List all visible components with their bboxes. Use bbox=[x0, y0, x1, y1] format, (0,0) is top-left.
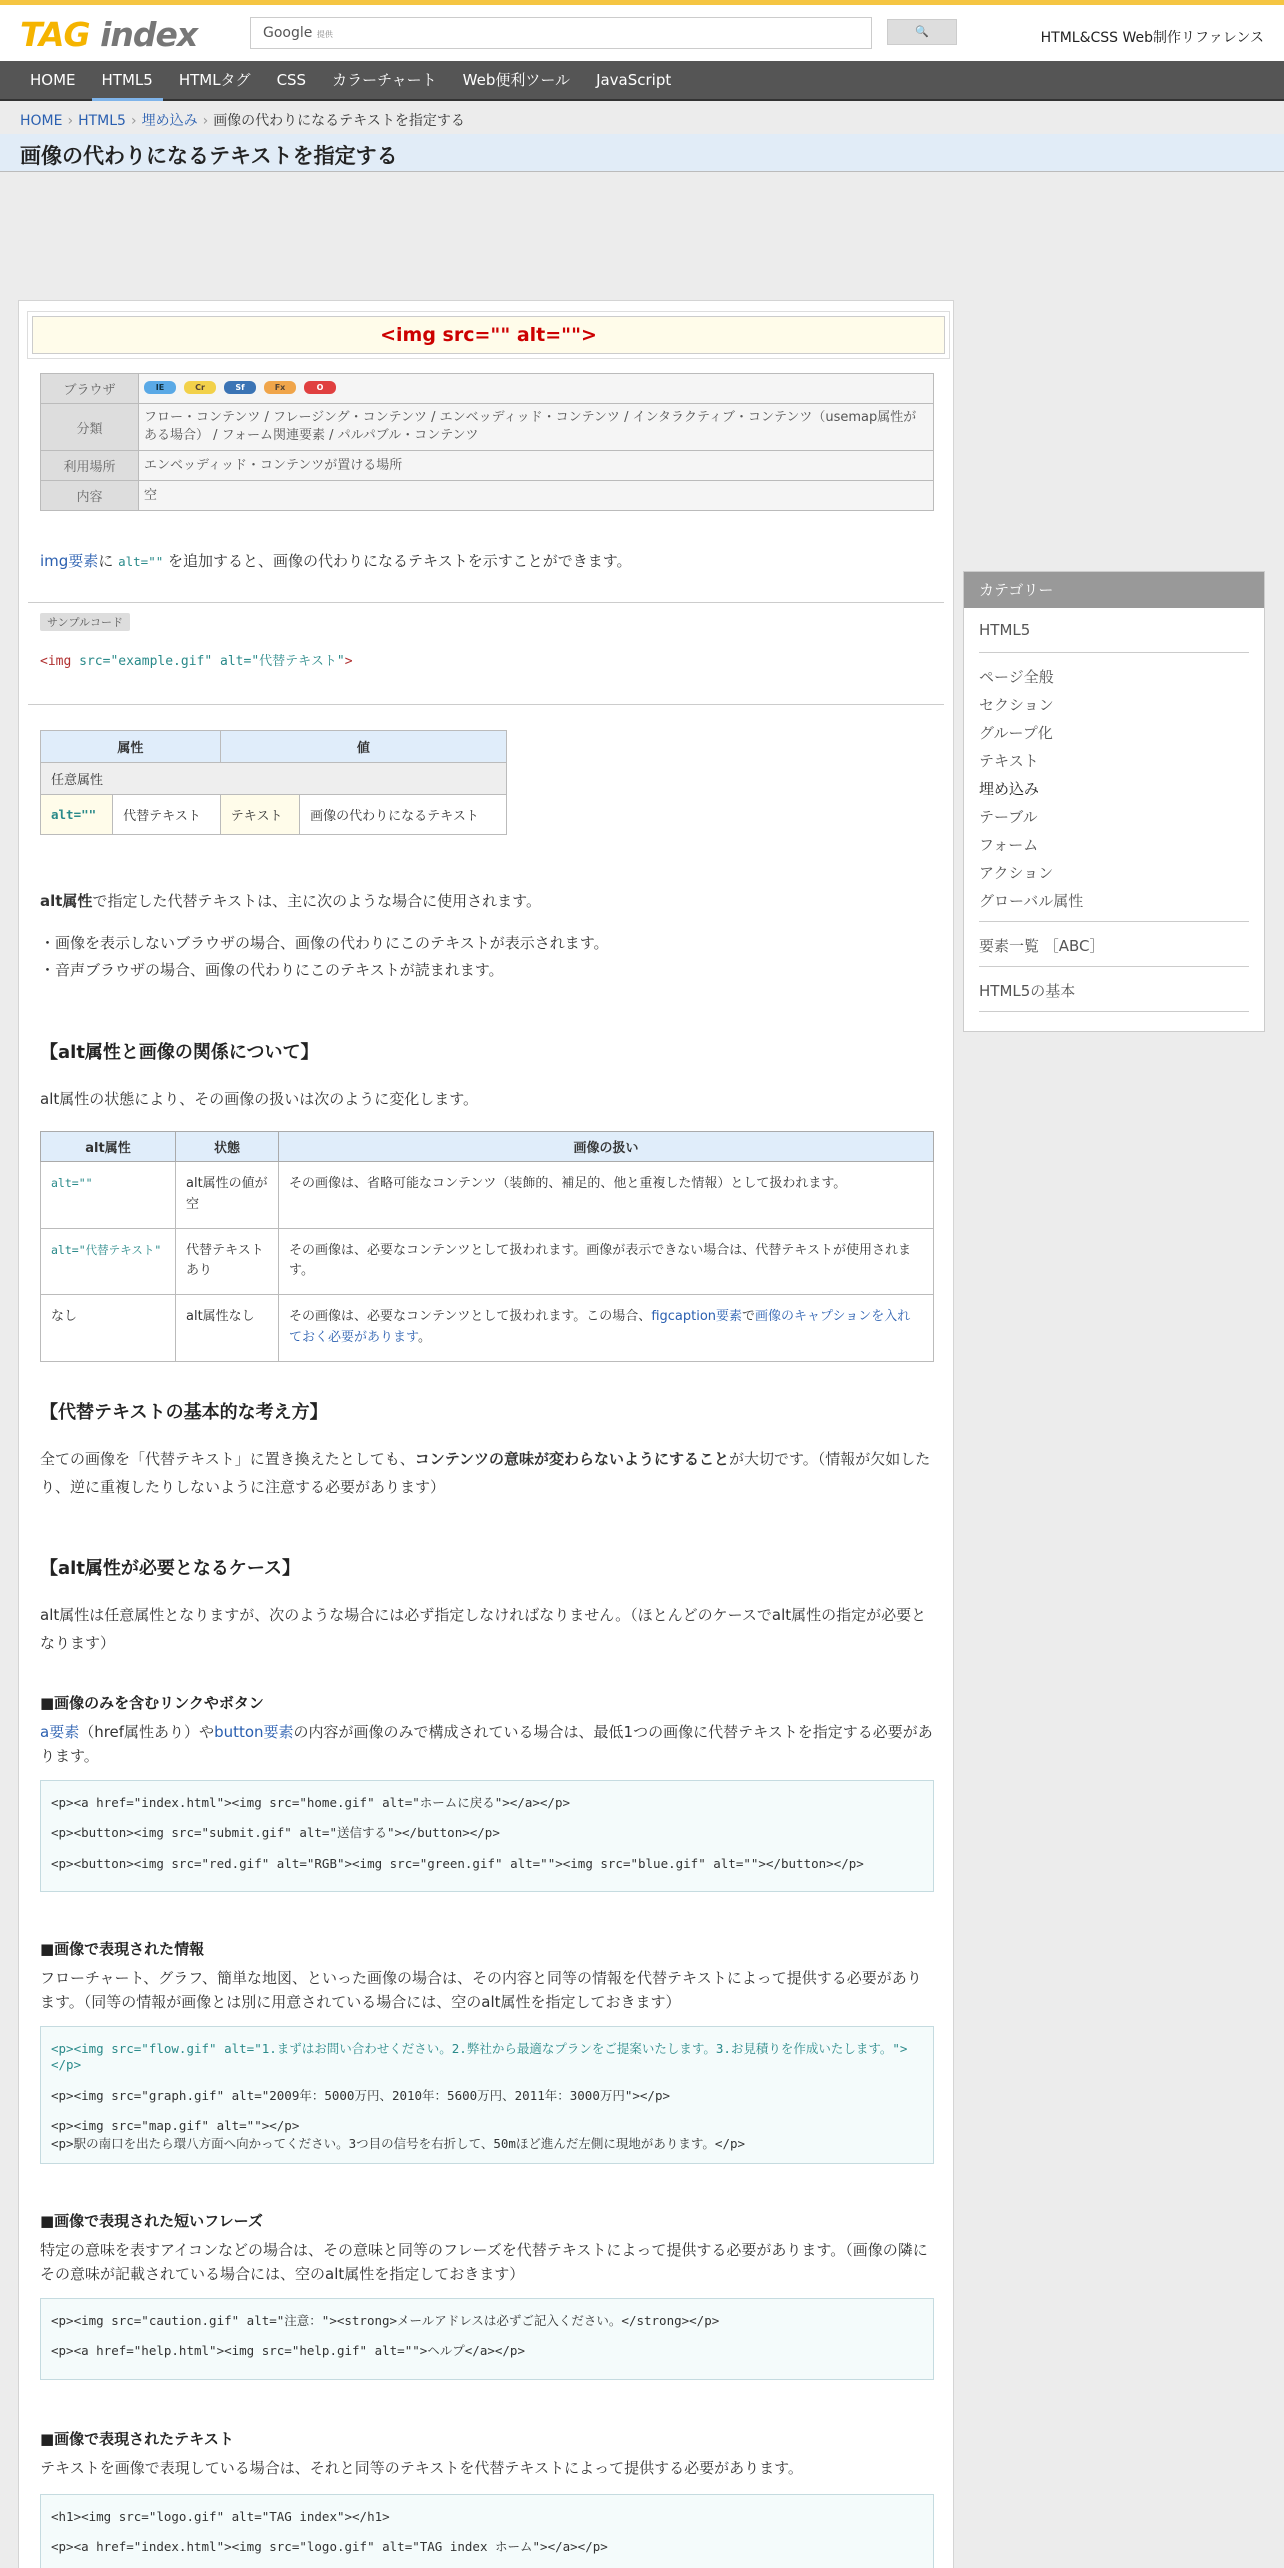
code-line: <p><img src="flow.gif" alt="1.まずはお問い合わせください。2.弊社から最適なプランをご提案いたします。3.お見積りを作成いたします。"></p> bbox=[51, 2041, 908, 2073]
browser-label: ブラウザ bbox=[41, 374, 139, 404]
section-heading: 【alt属性と画像の関係について】 bbox=[40, 1042, 319, 1063]
code-example bbox=[40, 2026, 934, 2164]
alt-attr-name: alt="" bbox=[41, 795, 113, 835]
search-icon: 🔍 bbox=[915, 25, 929, 38]
code-line: <p>駅の南口を出たら環八方面へ向かってください。3つ目の信号を右折して、50mほど進んだ左側に現地があります。</p> bbox=[51, 2136, 746, 2151]
element-info-table bbox=[40, 373, 934, 511]
code-line: <p><img src="graph.gif" alt="2009年：5000万円、2010年：5600万円、2011年：3000万円"></p> bbox=[51, 2087, 671, 2103]
nav-javascript[interactable]: JavaScript bbox=[596, 71, 672, 89]
intro-code: alt="" bbox=[118, 554, 164, 569]
ie-icon: IE bbox=[144, 381, 176, 394]
site-header bbox=[0, 5, 1284, 61]
value-header: 値 bbox=[220, 731, 506, 763]
search-brand: Google bbox=[263, 25, 313, 41]
divider bbox=[979, 1011, 1249, 1012]
usage-label: 利用場所 bbox=[41, 451, 139, 481]
attr-header: 属性 bbox=[41, 731, 221, 763]
sidebar-item[interactable]: テキスト bbox=[979, 752, 1039, 770]
intro-text bbox=[40, 548, 934, 576]
nav-home[interactable]: HOME bbox=[30, 71, 76, 89]
chevron-right-icon: › bbox=[202, 113, 209, 129]
alt-relation-table bbox=[40, 1131, 934, 1362]
rel-state: 代替テキストあり bbox=[176, 1228, 279, 1295]
sample-tag: <img bbox=[40, 654, 72, 669]
code-example bbox=[40, 2298, 934, 2380]
code-line: <p><a href="help.html"><img src="help.gif" alt="">ヘルプ</a></p> bbox=[51, 2343, 525, 2359]
usage-value: エンベッディッド・コンテンツが置ける場所 bbox=[139, 451, 934, 481]
sidebar-item[interactable]: テーブル bbox=[979, 808, 1038, 826]
code-line: <p><img src="map.gif" alt=""></p> bbox=[51, 2117, 300, 2133]
a-element-link[interactable]: a要素 bbox=[40, 1723, 80, 1741]
crumb-html5[interactable]: HTML5 bbox=[78, 113, 126, 129]
nav-colorchart[interactable]: カラーチャート bbox=[332, 71, 437, 89]
firefox-icon: Fx bbox=[264, 381, 296, 394]
list-item: ・ 画像を表示しないブラウザの場合、画像の代わりにこのテキストが表示されます。 bbox=[44, 930, 609, 957]
category-value: フロー・コンテンツ / フレージング・コンテンツ / エンベッディッド・コンテンツ / インタラクティブ・コンテンツ（usemap属性がある場合） / フォーム関連要素 / パルパブル・コンテンツ bbox=[139, 404, 934, 451]
figcaption-link[interactable]: figcaption要素 bbox=[651, 1309, 743, 1325]
rel-desc: その画像は、必要なコンテンツとして扱われます。画像が表示できない場合は、代替テキストが使用されます。 bbox=[279, 1228, 934, 1295]
button-element-link[interactable]: button要素 bbox=[214, 1723, 294, 1741]
sec2-bold: コンテンツの意味が変わらないようにすること bbox=[414, 1450, 729, 1468]
sidebar-item[interactable]: セクション bbox=[979, 696, 1054, 714]
rel-desc-post: 。 bbox=[417, 1329, 431, 1345]
alt-attr-type: テキスト bbox=[220, 795, 299, 835]
content-value: 空 bbox=[139, 481, 934, 511]
search-sub: 提供 bbox=[316, 30, 333, 39]
sidebar-heading: カテゴリー bbox=[964, 572, 1264, 608]
opera-icon: O bbox=[304, 381, 336, 394]
caption-link[interactable]: 画像のキャプションを入れておく必要があります bbox=[289, 1309, 911, 1345]
rel-attr: なし bbox=[41, 1295, 176, 1362]
nav-htmltags[interactable]: HTMLタグ bbox=[178, 71, 251, 89]
rel-attr: alt="" bbox=[41, 1162, 176, 1229]
chevron-right-icon: › bbox=[67, 113, 74, 129]
case-text: 特定の意味を表すアイコンなどの場合は、その意味と同等のフレーズを代替テキストによって提供する必要があります。（画像の隣にその意味が記載されている場合には、空のalt属性を指定しておきます） bbox=[40, 2241, 928, 2283]
browser-support bbox=[139, 374, 934, 404]
nav-webtools[interactable]: Web便利ツール bbox=[462, 71, 571, 89]
sec2-post: が大切です。（情報が欠如したり、逆に重複したりしないように注意する必要があります） bbox=[40, 1450, 931, 1496]
rel-attr: alt="代替テキスト" bbox=[41, 1228, 176, 1295]
category-label: 分類 bbox=[41, 404, 139, 451]
safari-icon: Sf bbox=[224, 381, 256, 394]
main-nav bbox=[0, 61, 1284, 101]
case-text: テキストを画像で表現している場合は、それと同等のテキストを代替テキストによって提供する必要があります。 bbox=[40, 2459, 803, 2477]
rel-header: 状態 bbox=[176, 1132, 279, 1162]
table-row bbox=[41, 1228, 934, 1295]
alt-attr-desc: 代替テキスト bbox=[113, 795, 221, 835]
divider bbox=[979, 652, 1249, 653]
sidebar-item-index[interactable]: 要素一覧 ［ABC］ bbox=[979, 937, 1105, 955]
section-heading: 【alt属性が必要となるケース】 bbox=[40, 1558, 301, 1579]
code-line: <p><a href="index.html"><img src="home.gif" alt="ホームに戻る"></a></p> bbox=[51, 1795, 571, 1810]
usage-rest: で指定した代替テキストは、主に次のような場合に使用されます。 bbox=[92, 892, 541, 910]
list-item: ・ 音声ブラウザの場合、画像の代わりにこのテキストが読まれます。 bbox=[44, 957, 609, 984]
intro-rest: を追加すると、画像の代わりになるテキストを示すことができます。 bbox=[168, 552, 632, 570]
crumb-home[interactable]: HOME bbox=[20, 113, 63, 129]
chrome-icon: Cr bbox=[184, 381, 216, 394]
rel-desc-pre: その画像は、必要なコンテンツとして扱われます。この場合、 bbox=[289, 1309, 652, 1325]
sidebar bbox=[963, 571, 1265, 1032]
site-logo[interactable] bbox=[20, 15, 197, 54]
divider bbox=[979, 921, 1249, 922]
divider bbox=[979, 966, 1249, 967]
nav-css[interactable]: CSS bbox=[276, 71, 307, 89]
rel-header: 画像の扱い bbox=[279, 1132, 934, 1162]
sidebar-item[interactable]: グローバル属性 bbox=[979, 892, 1084, 910]
alt-attr-detail: 画像の代わりになるテキスト bbox=[300, 795, 507, 835]
code-line: <p><button><img src="submit.gif" alt="送信する"></button></p> bbox=[51, 1825, 500, 1841]
case-heading: ■画像で表現された短いフレーズ bbox=[40, 2212, 263, 2230]
sample-code bbox=[40, 650, 353, 669]
content-label: 内容 bbox=[41, 481, 139, 511]
case-heading: ■画像のみを含むリンクやボタン bbox=[40, 1694, 264, 1712]
divider bbox=[28, 602, 944, 603]
page-title: 画像の代わりになるテキストを指定する bbox=[0, 134, 1284, 172]
sample-close: > bbox=[344, 654, 353, 669]
code-line: <p><button><img src="red.gif" alt="RGB"><img src="green.gif" alt=""><img src="blue.gif" alt=""></button></p> bbox=[51, 1855, 864, 1871]
sidebar-item[interactable]: フォーム bbox=[979, 836, 1039, 854]
sidebar-item-basics[interactable]: HTML5の基本 bbox=[979, 982, 1076, 1000]
code-line: <h1><img src="logo.gif" alt="TAG index"></h1> bbox=[51, 2509, 390, 2524]
sec2-pre: 全ての画像を「代替テキスト」に置き換えたとしても、 bbox=[40, 1450, 415, 1468]
case-text: フローチャート、グラフ、簡単な地図、といった画像の場合は、その内容と同等の情報を代替テキストによって提供する必要があります。（同等の情報が画像とは別に用意されている場合には、空のalt属性を指定しておきます） bbox=[40, 1969, 922, 2011]
table-row bbox=[41, 1162, 934, 1229]
rel-header: alt属性 bbox=[41, 1132, 176, 1162]
section-text: alt属性の状態により、その画像の扱いは次のように変化します。 bbox=[40, 1090, 479, 1108]
case-text bbox=[40, 1720, 934, 1768]
case1-rest: の内容が画像のみで構成されている場合は、最低1つの画像に代替テキストを指定する必要があります。 bbox=[40, 1723, 933, 1765]
usage-list bbox=[44, 930, 609, 984]
search-input[interactable] bbox=[250, 17, 872, 49]
nav-html5[interactable]: HTML5 bbox=[92, 61, 163, 101]
site-tagline: HTML&CSS Web制作リファレンス bbox=[1040, 30, 1264, 46]
img-element-link[interactable]: img要素 bbox=[40, 552, 99, 570]
sidebar-item[interactable]: ページ全般 bbox=[979, 668, 1054, 686]
case1-mid: （href属性あり）や bbox=[79, 1723, 215, 1741]
optional-attr-row: 任意属性 bbox=[41, 763, 507, 795]
code-line: <p><a href="index.html"><img src="logo.gif" alt="TAG index ホーム"></a></p> bbox=[51, 2539, 608, 2555]
usage-bold: alt属性 bbox=[40, 892, 93, 910]
rel-desc bbox=[279, 1295, 934, 1362]
logo-part2: index bbox=[100, 15, 198, 54]
logo-part1: TAG bbox=[20, 15, 90, 54]
sample-attrs: src="example.gif" alt="代替テキスト" bbox=[71, 654, 345, 669]
section-heading: 【代替テキストの基本的な考え方】 bbox=[40, 1402, 328, 1423]
sidebar-item[interactable]: グループ化 bbox=[979, 724, 1053, 742]
crumb-current: 画像の代わりになるテキストを指定する bbox=[213, 113, 465, 129]
usage-text bbox=[40, 888, 934, 916]
search-button[interactable] bbox=[887, 19, 957, 45]
case-heading: ■画像で表現された情報 bbox=[40, 1940, 205, 1958]
section-text bbox=[40, 1446, 934, 1502]
sidebar-item-current[interactable]: 埋め込み bbox=[979, 780, 1040, 798]
breadcrumb bbox=[20, 110, 465, 130]
rel-desc-mid: で bbox=[742, 1309, 756, 1325]
sidebar-item-html5[interactable]: HTML5 bbox=[979, 621, 1031, 639]
chevron-right-icon: › bbox=[130, 113, 137, 129]
table-row bbox=[41, 1295, 934, 1362]
code-example bbox=[40, 1780, 934, 1892]
tag-syntax-box: <img src="" alt=""> bbox=[32, 316, 945, 354]
sample-code-label: サンプルコード bbox=[40, 613, 130, 631]
case-heading: ■画像で表現されたテキスト bbox=[40, 2430, 234, 2448]
crumb-embed[interactable]: 埋め込み bbox=[141, 113, 198, 129]
section-text: alt属性は任意属性となりますが、次のような場合には必ず指定しなければなりません。（ほとんどのケースでalt属性の指定が必要となります） bbox=[40, 1606, 927, 1652]
rel-state: alt属性なし bbox=[176, 1295, 279, 1362]
intro-mid: に bbox=[98, 552, 114, 570]
code-line: <p><img src="caution.gif" alt="注意："><strong>メールアドレスは必ずご記入ください。</strong></p> bbox=[51, 2313, 720, 2328]
sidebar-item[interactable]: アクション bbox=[979, 864, 1054, 882]
divider bbox=[28, 704, 944, 705]
rel-desc: その画像は、省略可能なコンテンツ（装飾的、補足的、他と重複した情報）として扱われます。 bbox=[279, 1162, 934, 1229]
attribute-table bbox=[40, 730, 507, 835]
rel-state: alt属性の値が空 bbox=[176, 1162, 279, 1229]
code-example bbox=[40, 2494, 934, 2568]
